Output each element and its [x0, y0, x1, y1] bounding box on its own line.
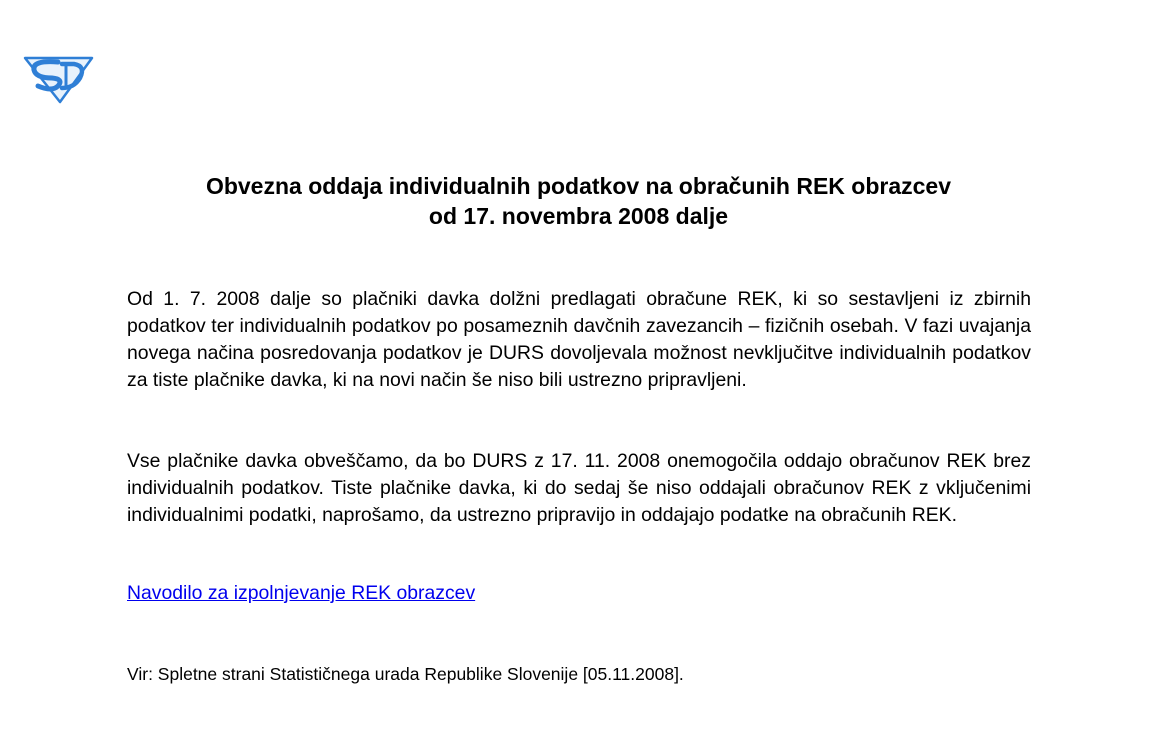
paragraph-notice: Vse plačnike davka obveščamo, da bo DURS z 17. 11. 2008 onemogočila oddajo obračunov REK brez individualnih podatkov. Tiste plačnike davka, ki do sedaj še niso oddajali obračunov REK z vključenimi individualnimi podatki, naprošamo, da ustrezno pripravijo in oddajajo podatke na obračunih REK.	[127, 450, 1031, 526]
title-line-1: Obvezna oddaja individualnih podatkov na obračunih REK obrazcev	[205, 173, 952, 199]
paragraph-intro: Od 1. 7. 2008 dalje so plačniki davka dolžni predlagati obračune REK, ki so sestavljeni iz zbirnih podatkov ter individualnih podatkov po posameznih davčnih zavezancih – fizičnih osebah. V fazi uvajanja novega načina posredovanja podatkov je DURS dovoljevala možnost nevključitve individualnih podatkov za tiste plačnike davka, ki na novi način še niso bili ustrezno pripravljeni.	[127, 288, 1031, 391]
instructions-link[interactable]: Navodilo za izpolnjevanje REK obrazcev	[127, 582, 476, 604]
source-citation: Vir: Spletne strani Statističnega urada Republike Slovenije [05.11.2008].	[127, 664, 684, 684]
sd-shield-logo-icon	[22, 48, 96, 104]
title-line-2: od 17. novembra 2008 dalje	[428, 203, 729, 229]
page-title	[60, 171, 1097, 231]
